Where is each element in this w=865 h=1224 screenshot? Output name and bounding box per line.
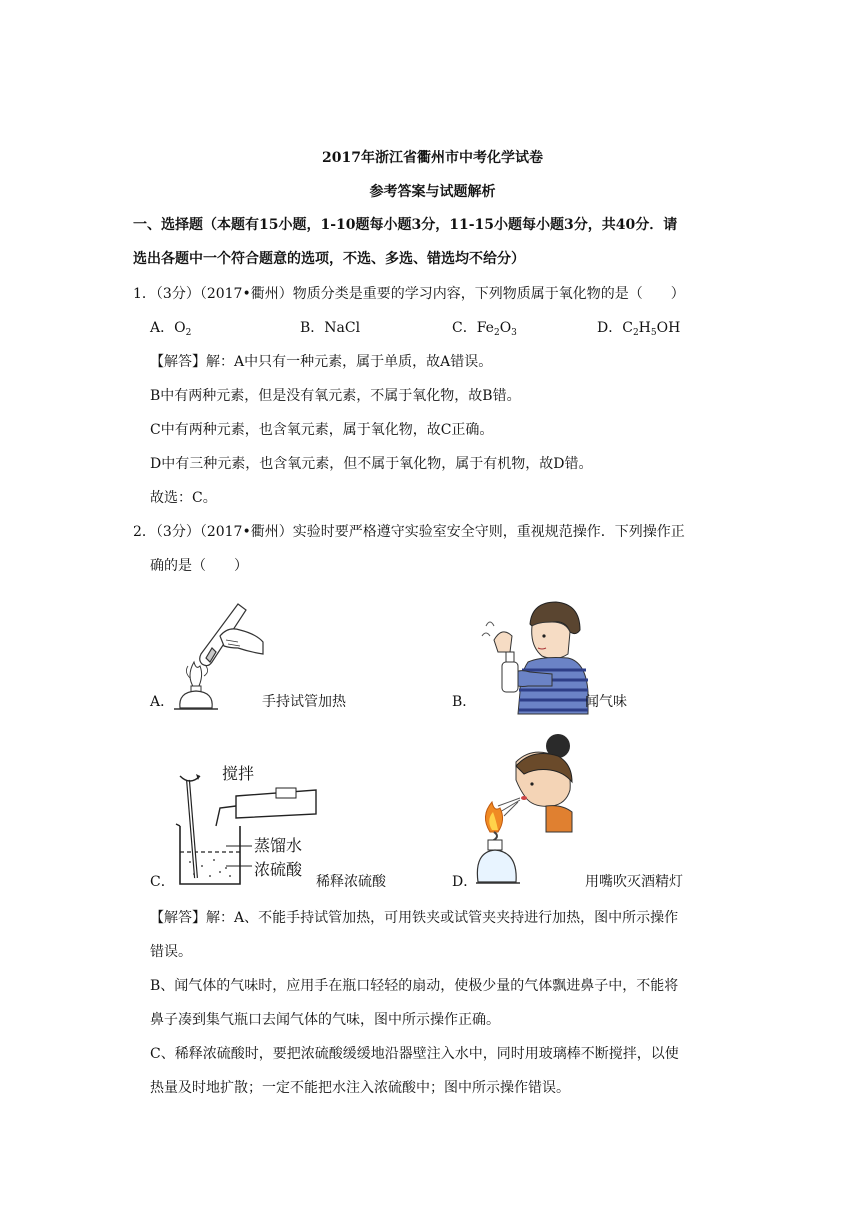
q1-answer-line: B中有两种元素，但是没有氧元素，不属于氧化物，故B错。 [150, 388, 521, 404]
figure-a-test-tube-heating [168, 596, 268, 714]
q1-option-d: D．$C_2H_5OH$ [597, 320, 681, 338]
q2-option-b-caption: 闻气味 [585, 694, 627, 710]
q1-option-b: B．NaCl [300, 320, 361, 336]
q2-answer-line: 错误。 [150, 944, 192, 960]
q1-answer-line: D中有三种元素，也含氧元素，但不属于氧化物，属于有机物，故D错。 [150, 456, 593, 472]
section-heading-line1: 一、选择题（本题有15小题，1-10题每小题3分，11-15小题每小题3分，共40分．请 [133, 217, 678, 233]
figure-c-water-label: 蒸馏水 [254, 836, 303, 855]
page-title: 2017年浙江省衢州市中考化学试卷 [322, 150, 543, 166]
q1-answer-line: C中有两种元素，也含氧元素，属于氧化物，故C正确。 [150, 422, 494, 438]
q2-option-a-caption: 手持试管加热 [262, 694, 346, 710]
page-subtitle: 参考答案与试题解析 [369, 184, 496, 200]
q2-answer-line: B、闻气体的气味时，应用手在瓶口轻轻的扇动，使极少量的气体飘进鼻子中，不能将 [150, 978, 679, 994]
q1-answer-line: 故选：C。 [150, 490, 217, 506]
figure-b-smelling [472, 596, 590, 716]
question-1-stem: 1．（3分）（2017•衢州）物质分类是重要的学习内容，下列物质属于氧化物的是（ ） [133, 286, 685, 302]
q2-answer-line: 【解答】解：A、不能手持试管加热，可用铁夹或试管夹夹持进行加热，图中所示操作 [150, 910, 679, 926]
section-heading-line2: 选出各题中一个符合题意的选项，不选、多选、错选均不给分） [133, 251, 525, 267]
figure-c-acid-label: 浓硫酸 [254, 860, 303, 879]
q2-answer-line: 热量及时地扩散；一定不能把水注入浓硫酸中；图中所示操作错误。 [150, 1080, 570, 1096]
question-2-stem-line1: 2．（3分）（2017•衢州）实验时要严格遵守实验室安全守则，重视规范操作．下列操作正 [133, 524, 685, 540]
q1-option-c: C．$Fe_2O_3$ [452, 320, 517, 338]
q1-answer-line: 【解答】解：A中只有一种元素，属于单质，故A错误。 [150, 354, 493, 370]
q2-answer-line: 鼻子凑到集气瓶口去闻气体的气味，图中所示操作正确。 [150, 1012, 500, 1028]
figure-d-blowing-lamp [476, 732, 586, 890]
q2-option-d-caption: 用嘴吹灭酒精灯 [585, 874, 683, 890]
q2-option-c-label: C． [150, 874, 175, 890]
question-2-stem-line2: 确的是（ ） [150, 558, 248, 574]
q2-option-b-label: B． [452, 694, 477, 710]
q1-option-a: A．$O_2$ [150, 320, 192, 338]
q2-option-a-label: A． [150, 694, 175, 710]
q2-option-c-caption: 稀释浓硫酸 [316, 874, 386, 890]
q2-answer-line: C、稀释浓硫酸时，要把浓硫酸缓缓地沿器壁注入水中，同时用玻璃棒不断搅拌，以使 [150, 1046, 679, 1062]
figure-c-stir-label: 搅拌 [222, 764, 255, 783]
q2-option-d-label: D． [452, 874, 478, 890]
